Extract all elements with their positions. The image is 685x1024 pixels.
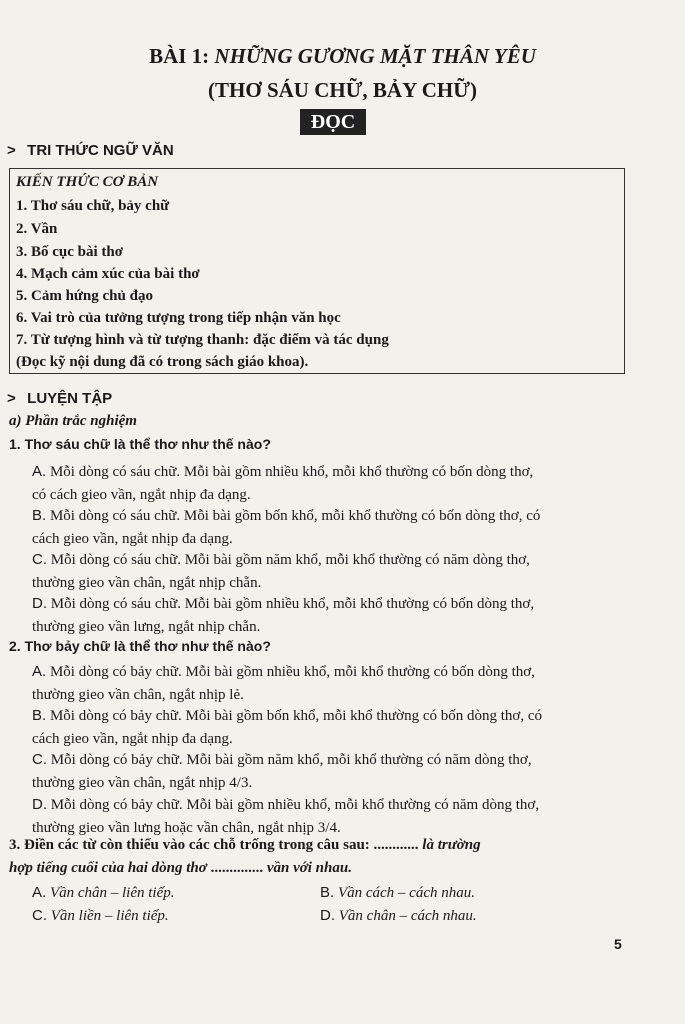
q1-option-c: C. Mỗi dòng có sáu chữ. Mỗi bài gồm năm khổ, mỗi khổ thường có năm dòng thơ, thường gieo vần chân, ngắt nhịp chẵn. [32, 551, 530, 591]
knowledge-item: 5. Cảm hứng chủ đạo [16, 288, 153, 304]
q1-option-b: B. Mỗi dòng có sáu chữ. Mỗi bài gồm bốn khổ, mỗi khổ thường có bốn dòng thơ, có cách gieo vần, ngắt nhịp đa dạng. [32, 507, 541, 547]
section-heading-practice [7, 390, 112, 407]
q1-option-d: D. Mỗi dòng có sáu chữ. Mỗi bài gồm nhiều khổ, mỗi khổ thường có bốn dòng thơ, thường gieo vần lưng, ngắt nhịp chẵn. [32, 595, 535, 635]
lesson-subtitle: (THƠ SÁU CHỮ, BẢY CHỮ) [208, 78, 477, 102]
question-3-line2: hợp tiếng cuối của hai dòng thơ .............. vần với nhau. [9, 860, 352, 876]
lesson-title-main: NHỮNG GƯƠNG MẶT THÂN YÊU [214, 44, 536, 68]
q3-answer-b: B. Vần cách – cách nhau. [320, 884, 475, 901]
knowledge-item: 1. Thơ sáu chữ, bảy chữ [16, 198, 170, 214]
lesson-title [0, 44, 685, 69]
knowledge-note: (Đọc kỹ nội dung đã có trong sách giáo khoa). [16, 354, 309, 370]
lesson-title-prefix: BÀI 1: [149, 44, 210, 68]
knowledge-item: 7. Từ tượng hình và từ tượng thanh: đặc điểm và tác dụng [16, 332, 389, 348]
knowledge-box-heading: KIẾN THỨC CƠ BẢN [16, 174, 159, 190]
q2-option-a: A. Mỗi dòng có bảy chữ. Mỗi bài gồm nhiều khổ, mỗi khổ thường có bốn dòng thơ, thường gieo vần chân, ngắt nhịp lẻ. [32, 663, 535, 703]
q2-option-d: D. Mỗi dòng có bảy chữ. Mỗi bài gồm nhiều khổ, mỗi khổ thường có năm dòng thơ, thường gieo vần lưng hoặc vần chân, ngắt nhịp 3/4. [32, 796, 540, 836]
subheading-multiple-choice: a) Phần trắc nghiệm [9, 413, 137, 429]
q3-answer-a: A. Vần chân – liên tiếp. [32, 884, 175, 901]
q1-option-a: A. Mỗi dòng có sáu chữ. Mỗi bài gồm nhiều khổ, mỗi khổ thường có bốn dòng thơ, có cách gieo vần, ngắt nhịp đa dạng. [32, 463, 534, 503]
section-heading-text: TRI THỨC NGỮ VĂN [27, 142, 174, 159]
q2-option-b: B. Mỗi dòng có bảy chữ. Mỗi bài gồm bốn khổ, mỗi khổ thường có bốn dòng thơ, có cách gieo vần, ngắt nhịp đa dạng. [32, 707, 543, 747]
knowledge-item: 6. Vai trò của tưởng tượng trong tiếp nhận văn học [16, 310, 341, 326]
q3-answer-d: D. Vần chân – cách nhau. [320, 907, 477, 924]
knowledge-item: 3. Bố cục bài thơ [16, 244, 124, 260]
q2-option-c: C. Mỗi dòng có bảy chữ. Mỗi bài gồm năm khổ, mỗi khổ thường có năm dòng thơ, thường gieo vần chân, ngắt nhịp 4/3. [32, 751, 532, 791]
chevron-right-icon: > [7, 390, 16, 407]
chevron-right-icon: > [7, 142, 16, 159]
knowledge-item: 2. Vần [16, 221, 58, 237]
page-number: 5 [614, 936, 622, 952]
reading-badge: ĐỌC [300, 109, 366, 135]
section-heading-text: LUYỆN TẬP [27, 390, 113, 407]
q3-answer-c: C. Vần liền – liên tiếp. [32, 907, 169, 924]
question-1: 1. Thơ sáu chữ là thể thơ như thế nào? [9, 436, 271, 452]
question-2: 2. Thơ bảy chữ là thể thơ như thế nào? [9, 638, 271, 654]
section-heading-knowledge [7, 142, 174, 159]
question-3-line1: 3. Điền các từ còn thiếu vào các chỗ trống trong câu sau: ............ là trường [9, 837, 481, 853]
knowledge-item: 4. Mạch cảm xúc của bài thơ [16, 266, 200, 282]
